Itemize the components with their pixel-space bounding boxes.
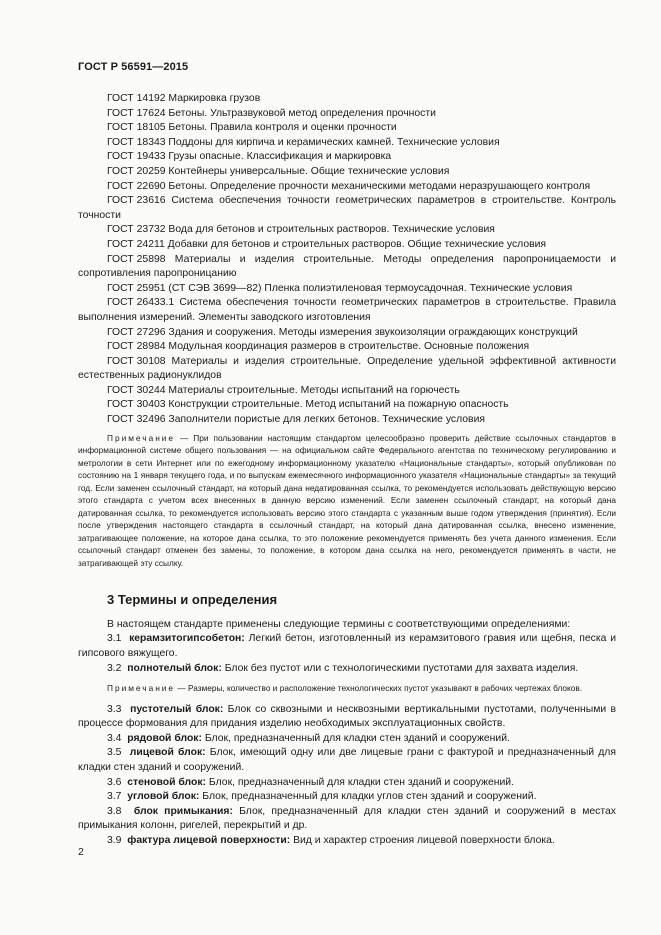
term-name: лицевой блок:: [129, 747, 206, 759]
term-name: керамзитогипсобетон:: [129, 633, 245, 645]
terms-list-b: [78, 703, 616, 849]
reference-prefix: ГОСТ: [107, 122, 134, 134]
term-definition: [78, 703, 616, 732]
reference-prefix: ГОСТ: [107, 355, 134, 367]
reference-item: [78, 282, 616, 297]
page-number: 2: [78, 846, 84, 858]
term-definition: [78, 790, 616, 805]
term-text: Блок, предназначенный для кладки стен зданий и сооружений.: [201, 732, 510, 744]
reference-item: [78, 413, 616, 428]
reference-prefix: ГОСТ: [107, 224, 134, 236]
reference-item: [78, 223, 616, 238]
reference-text: 17624 Бетоны. Ультразвуковой метод определения прочности: [136, 107, 436, 119]
note-text: — Размеры, количество и расположение технологических пустот указывают в рабочих чертежах блоков.: [175, 683, 583, 694]
reference-prefix: ГОСТ: [107, 297, 134, 309]
note-text: — При пользовании настоящим стандартом целесообразно проверить действие ссылочных стандартов в информационной системе общего пользования — на официальном сайте Федерального агентства по техническому регулированию и метрологии в сети Интернет или по ежегодному информационному указателю «Национальные стандарты», который опубликован по состоянию на 1 января текущего года, и по выпускам ежемесячного информационного указателя «Национальные стандарты» за текущий год. Если заменен ссылочный стандарт, на который дана недатированная ссылка, то рекомендуется использовать действующую версию этого стандарта с учетом всех внесенных в данную версию изменений. Если заменен ссылочный стандарт, на который дана датированная ссылка, то рекомендуется использовать версию этого стандарта с указанным выше годом утверждения (принятия). Если после утверждения настоящего стандарта в ссылочный стандарт, на который дана датированная ссылка, внесено изменение, затрагивающее положение, на которое дана ссылка, то это положение рекомендуется применять без учета данного изменения. Если ссылочный стандарт отменен без замены, то положение, в котором дана ссылка на него, рекомендуется применять в части, не затрагивающей эту ссылку.: [78, 432, 616, 568]
section-heading: 3 Термины и определения: [107, 592, 278, 608]
term-name: фактура лицевой поверхности:: [127, 834, 291, 846]
term-number: 3.2: [107, 662, 122, 674]
reference-text: 24211 Добавки для бетонов и строительных растворов. Общие технические условия: [136, 238, 547, 250]
reference-prefix: ГОСТ: [107, 384, 134, 396]
reference-item: [78, 136, 616, 151]
note-label: Примечание: [107, 432, 176, 443]
normative-references-list: [78, 92, 616, 428]
document-code: ГОСТ Р 56591—2015: [78, 61, 189, 73]
note-label: Примечание: [107, 683, 176, 694]
term-number: 3.6: [107, 776, 122, 788]
reference-prefix: ГОСТ: [107, 195, 134, 207]
reference-prefix: ГОСТ: [107, 326, 134, 338]
term-text: Блок, имеющий одну или две лицевые грани с фактурой и предназначенный для кладки стен зданий и сооружений.: [78, 747, 616, 773]
reference-item: [78, 150, 616, 165]
term-text: Блок без пустот или с технологическими пустотами для захвата изделия.: [221, 662, 579, 674]
term-name: рядовой блок:: [127, 732, 202, 744]
references-note: [78, 432, 616, 570]
reference-prefix: ГОСТ: [107, 151, 134, 163]
reference-prefix: ГОСТ: [107, 238, 134, 250]
term-number: 3.8: [107, 805, 122, 817]
reference-text: 27296 Здания и сооружения. Методы измерения звукоизоляции ограждающих конструкций: [136, 326, 578, 338]
reference-prefix: ГОСТ: [107, 107, 134, 119]
term-definition: [78, 746, 616, 775]
reference-text: 30108 Материалы и изделия строительные. Определение удельной эффективной активности естественных радионуклидов: [78, 355, 616, 382]
section-intro: В настоящем стандарте применены следующие термины с соответствующими определениями:: [107, 618, 571, 630]
reference-item: [78, 398, 616, 413]
term-name: полнотелый блок:: [127, 662, 222, 674]
term-definition: [78, 805, 616, 834]
reference-item: [78, 326, 616, 341]
reference-item: [78, 384, 616, 399]
term-definition: [78, 732, 616, 747]
reference-text: 30244 Материалы строительные. Методы испытаний на горючесть: [136, 384, 460, 396]
reference-text: 26433.1 Система обеспечения точности геометрических параметров в строительстве. Правила выполнения измерений. Элементы заводского изготовления: [78, 297, 616, 323]
term-text: Блок, предназначенный для кладки углов стен зданий и сооружений.: [199, 791, 537, 803]
reference-item: [78, 165, 616, 180]
term-number: 3.4: [107, 732, 122, 744]
reference-item: [78, 253, 616, 282]
reference-prefix: ГОСТ: [107, 414, 134, 426]
term-note: [78, 682, 616, 695]
reference-prefix: ГОСТ: [107, 282, 134, 294]
term-number: 3.1: [107, 633, 122, 645]
reference-prefix: ГОСТ: [107, 93, 134, 104]
reference-prefix: ГОСТ: [107, 399, 134, 411]
term-text: Вид и характер строения лицевой поверхности блока.: [290, 834, 555, 846]
page-content: [78, 92, 616, 849]
term-name: стеновой блок:: [127, 776, 207, 788]
reference-prefix: ГОСТ: [107, 165, 134, 177]
reference-prefix: ГОСТ: [107, 180, 134, 192]
reference-text: 25898 Материалы и изделия строительные. Методы определения паропроницаемости и сопротивления паропроницанию: [78, 253, 616, 280]
term-number: 3.3: [107, 703, 122, 715]
reference-text: 23616 Система обеспечения точности геометрических параметров в строительстве. Контроль точности: [78, 195, 616, 221]
reference-text: 28984 Модульная координация размеров в строительстве. Основные положения: [136, 341, 530, 353]
reference-item: [78, 340, 616, 355]
term-name: пустотелый блок:: [130, 703, 224, 715]
term-number: 3.5: [107, 747, 122, 759]
term-definition: [78, 776, 616, 791]
term-definition: [78, 834, 616, 849]
reference-text: 22690 Бетоны. Определение прочности механическими методами неразрушающего контроля: [136, 180, 591, 192]
reference-text: 20259 Контейнеры универсальные. Общие технические условия: [136, 165, 450, 177]
term-number: 3.9: [107, 834, 122, 846]
reference-prefix: ГОСТ: [107, 253, 134, 265]
reference-text: 18343 Поддоны для кирпича и керамических камней. Технические условия: [136, 136, 500, 148]
reference-item: [78, 180, 616, 195]
reference-prefix: ГОСТ: [107, 136, 134, 148]
reference-text: 18105 Бетоны. Правила контроля и оценки прочности: [136, 122, 397, 134]
terms-list-a: [78, 632, 616, 676]
term-text: Блок, предназначенный для кладки стен зданий и сооружений.: [206, 776, 514, 788]
reference-item: [78, 121, 616, 136]
reference-text: 19433 Грузы опасные. Классификация и маркировка: [136, 151, 392, 163]
reference-item: [78, 238, 616, 253]
reference-text: 25951 (СТ СЭВ 3699—82) Пленка полиэтиленовая термоусадочная. Технические условия: [136, 282, 573, 294]
reference-prefix: ГОСТ: [107, 341, 134, 353]
term-text: Легкий бетон, изготовленный из керамзитового гравия или щебня, песка и гипсового вяжущего.: [78, 633, 617, 659]
reference-item: [78, 107, 616, 122]
term-definition: [78, 662, 616, 677]
term-number: 3.7: [107, 791, 122, 803]
reference-item: [78, 194, 616, 223]
term-text: Блок со сквозными и несквозными вертикальными пустотами, полученными в процессе формования для придания изделию необходимых эксплуатационных свойств.: [78, 703, 616, 730]
reference-item: [78, 296, 616, 325]
term-name: блок примыкания:: [133, 805, 233, 817]
reference-item: [78, 92, 616, 107]
reference-text: 32496 Заполнители пористые для легких бетонов. Технические условия: [136, 414, 486, 426]
reference-text: 30403 Конструкции строительные. Метод испытаний на пожарную опасность: [136, 399, 509, 411]
term-text: Блок, предназначенный для кладки стен зданий и сооружений в местах примыкания колонн, ригелей, перекрытий и др.: [78, 805, 616, 832]
reference-text: 23732 Вода для бетонов и строительных растворов. Технические условия: [136, 224, 495, 236]
term-name: угловой блок:: [127, 791, 200, 803]
term-definition: [78, 632, 616, 661]
reference-text: 14192 Маркировка грузов: [136, 93, 261, 104]
reference-item: [78, 355, 616, 384]
